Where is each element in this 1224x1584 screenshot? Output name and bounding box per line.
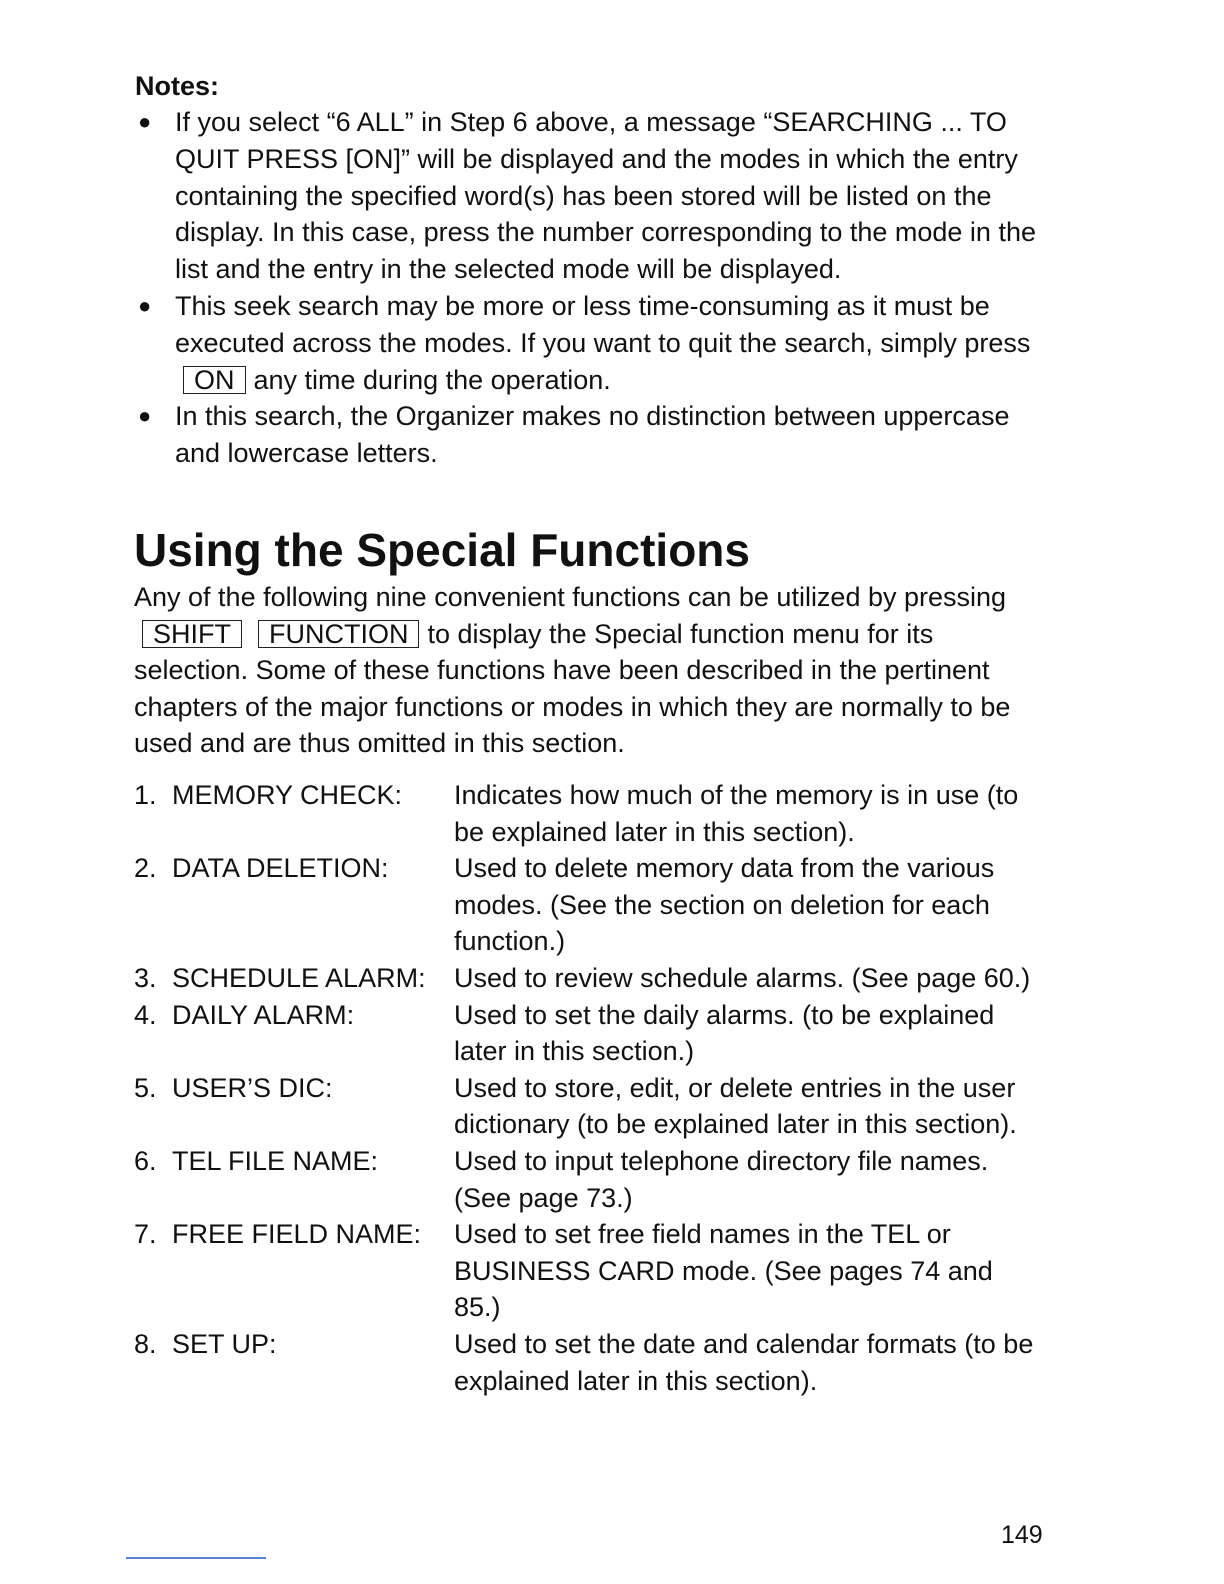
note-text: any time during the operation. — [253, 364, 611, 395]
function-description: Indicates how much of the memory is in use (to be explained later in this section). — [454, 780, 1019, 847]
section-intro — [134, 579, 1044, 762]
function-number: 1. — [134, 780, 157, 810]
function-description: Used to input telephone directory file names. (See page 73.) — [454, 1145, 989, 1213]
note-text: In this search, the Organizer makes no distinction between uppercase and lowercase letters. — [175, 401, 1010, 469]
function-description: Used to review schedule alarms. (See page 60.) — [454, 962, 1031, 993]
function-item-tel-file-name — [134, 1143, 1044, 1216]
function-name: DATA DELETION: — [172, 853, 389, 884]
bullet-icon: ● — [138, 292, 152, 318]
function-number: 8. — [134, 1328, 157, 1359]
function-name: TEL FILE NAME: — [172, 1145, 379, 1176]
function-item-memory-check — [134, 777, 1044, 850]
function-name: FREE FIELD NAME: — [172, 1219, 422, 1250]
page-number: 149 — [1001, 1521, 1043, 1549]
note-item — [138, 104, 1038, 288]
note-text: If you select “6 ALL” in Step 6 above, a message “SEARCHING ... TO QUIT PRESS [ON]” will be displayed and the modes in which the entry containing the specified word(s) has been stored will be listed on the display. In this case, press the number corresponding to the mode in the list and the entry in the selected mode will be displayed. — [175, 107, 1036, 285]
function-description: Used to set the daily alarms. (to be explained later in this section.) — [454, 999, 995, 1067]
intro-text: Any of the following nine convenient functions can be utilized by pressing — [134, 582, 1007, 612]
function-number: 3. — [134, 962, 157, 993]
notes-heading: Notes: — [135, 71, 220, 101]
function-item-daily-alarm — [134, 997, 1044, 1070]
function-name: SET UP: — [172, 1328, 277, 1359]
function-description: Used to store, edit, or delete entries in the user dictionary (to be explained later in this section). — [454, 1072, 1017, 1140]
intro-text: to display the Special function menu for its selection. Some of these functions have been described in the pertinent chapters of the major functions or modes in which they are normally to be used and are thus omitted in this section. — [134, 618, 1011, 759]
section-title: Using the Special Functions — [134, 524, 750, 576]
function-number: 7. — [134, 1219, 157, 1250]
function-description: Used to set free field names in the TEL or BUSINESS CARD mode. (See pages 74 and 85.) — [454, 1219, 993, 1323]
on-key-label: ON — [183, 366, 246, 394]
bullet-icon: ● — [138, 403, 152, 429]
function-number: 4. — [134, 999, 157, 1030]
function-description: Used to delete memory data from the various modes. (See the section on deletion for each function.) — [454, 853, 995, 957]
note-item — [138, 398, 1038, 472]
bullet-icon: ● — [138, 109, 152, 134]
function-number: 6. — [134, 1145, 157, 1176]
function-number: 5. — [134, 1072, 157, 1103]
function-key-label: FUNCTION — [258, 620, 419, 648]
notes-list — [138, 104, 1038, 472]
function-item-free-field-name — [134, 1216, 1044, 1326]
footer-rule — [126, 1557, 266, 1559]
function-name: SCHEDULE ALARM: — [172, 962, 426, 993]
function-name: DAILY ALARM: — [172, 999, 355, 1030]
function-item-users-dic — [134, 1070, 1044, 1143]
function-name: MEMORY CHECK: — [172, 780, 403, 810]
note-item — [138, 288, 1038, 398]
function-item-set-up — [134, 1326, 1044, 1399]
function-item-data-deletion — [134, 850, 1044, 960]
function-number: 2. — [134, 853, 157, 884]
function-description: Used to set the date and calendar formats (to be explained later in this section). — [454, 1328, 1034, 1396]
function-list — [134, 777, 1044, 1399]
note-text: This seek search may be more or less time-consuming as it must be executed across the modes. If you want to quit the search, simply press — [175, 290, 1031, 358]
function-item-schedule-alarm — [134, 960, 1044, 997]
function-name: USER’S DIC: — [172, 1072, 333, 1103]
shift-key-label: SHIFT — [142, 620, 242, 648]
